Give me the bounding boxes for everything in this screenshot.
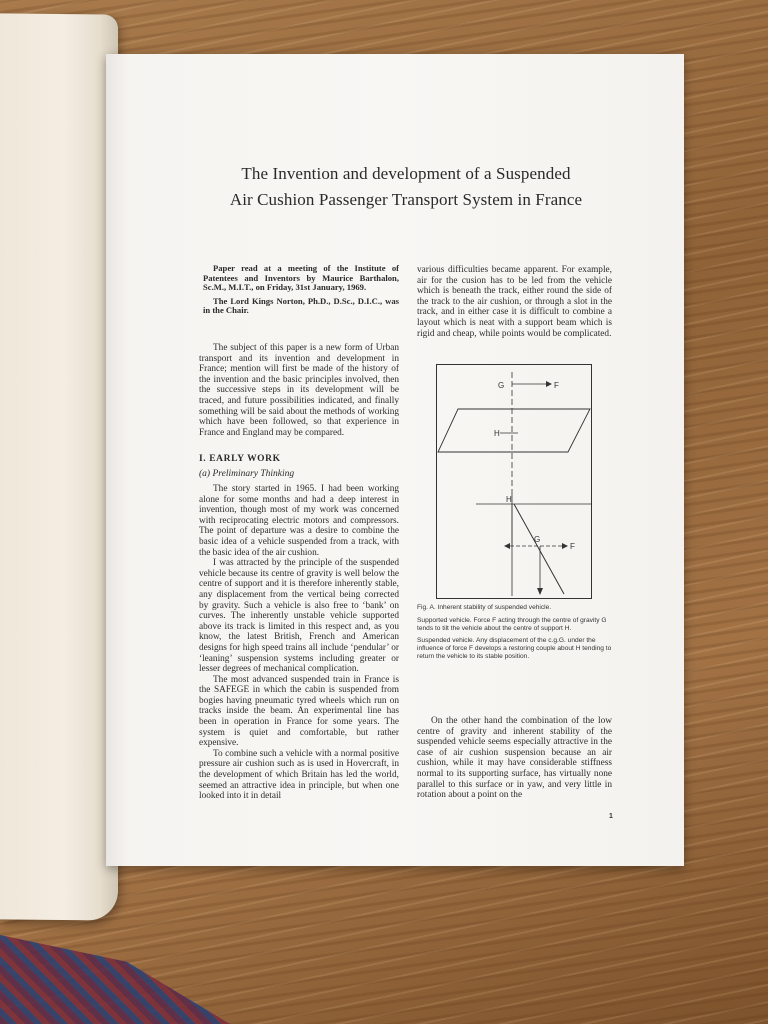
- label-h-top: H: [494, 429, 500, 438]
- label-f-bottom: F: [570, 542, 575, 551]
- figure-frame: [437, 365, 592, 599]
- arrowhead-down: [537, 588, 543, 595]
- caption-suspended: Suspended vehicle. Any displacement of the c.g.G. under the influence of force F develops a restoring couple about H tending to return the vehicle to its stable position.: [417, 637, 612, 660]
- body-paragraph-5: To combine such a vehicle with a normal positive pressure air cushion such as is used in Hovercraft, in the development of which Britain has led the world, seemed an attractive idea in principle, but when one looked into it in detail: [199, 748, 399, 802]
- supported-platform: [438, 409, 590, 452]
- figure-a: [436, 364, 592, 599]
- body-paragraph-4: The most advanced suspended train in France is the SAFEGE in which the cabin is suspended from bogies having pneumatic tyred wheels which run on tracks inside the beam. An experimental line has been in operation in France for some years. The system is quiet and comfortable, but rather expensive.: [199, 674, 399, 749]
- right-column-top: [417, 265, 612, 339]
- section-subheading: (a) Preliminary Thinking: [199, 469, 295, 479]
- body-paragraph-2: The story started in 1965. I had been working alone for some months and had a deep interest in invention, though most of my work was concerned with reciprocating electric motors and compressors. The point of departure was a desire to combine the basic idea of a vehicle suspended from a track, with the basic idea of the air cushion.: [199, 484, 399, 558]
- intro-paragraph-1: Paper read at a meeting of the Institute of Patentees and Inventors by Maurice Barthalon, Sc.M., M.I.T., on Friday, 31st January, 1969.: [203, 263, 399, 293]
- figure-caption: [417, 604, 613, 666]
- left-column-body: [199, 484, 399, 802]
- page-number: 1: [609, 813, 613, 820]
- label-g-top: G: [498, 381, 505, 390]
- suspension-arm: [514, 504, 564, 594]
- body-paragraph-6: various difficulties became apparent. For example, air for the cusion has to be led from the vehicle which is beneath the track, either round the side of the track to the air cushion, or through a slot in the track, and in either case it is difficult to combine a layout which is neat with a support beam which is rigid and cheap, while points would be complicated.: [417, 265, 612, 339]
- intro-block: [203, 264, 399, 320]
- section-heading: I. EARLY WORK: [199, 454, 281, 464]
- intro-paragraph-2: The Lord Kings Norton, Ph.D., D.Sc., D.I.C., was in the Chair.: [203, 295, 399, 316]
- arrowhead-bottom-left: [504, 543, 510, 549]
- rug: [0, 935, 230, 1024]
- arrowhead-bottom-right: [562, 543, 568, 549]
- caption-title: Fig. A. Inherent stability of suspended vehicle.: [417, 604, 552, 611]
- left-column-top: [199, 343, 399, 438]
- title-line-2: Air Cushion Passenger Transport System in France: [229, 190, 583, 209]
- document-page: [106, 54, 684, 866]
- body-paragraph-1: The subject of this paper is a new form of Urban transport and its invention and development in France; mention will first be made of the history of the invention and the basic principles involved, then the successive steps in its development will be traced, and future possibilities indicated, and finally something will be said about the methods of working which have been followed, so that experience in France and England may be compared.: [199, 343, 399, 438]
- right-column-bottom: [417, 716, 612, 801]
- body-paragraph-3: I was attracted by the principle of the suspended vehicle because its centre of gravity is well below the centre of support and it is therefore inherently stable, any displacement from the vertical being corrected by gravity. Such a vehicle is also free to ‘bank’ on curves. The inherently unstable vehicle supported above its track is limited in this respect and, as you know, the latest British, French and American designs for high speed trains all include ‘pendular’ or ‘leaning’ suspension systems including greater or lesser degrees of mechanical complication.: [199, 558, 399, 675]
- label-h-bottom: H: [506, 495, 512, 504]
- label-g-bottom: G: [534, 535, 541, 544]
- title-line-1: The Invention and development of a Suspended: [241, 164, 571, 183]
- facing-page: [0, 13, 118, 920]
- caption-supported: Supported vehicle. Force F acting through the centre of gravity G tends to tilt the vehicle about the centre of support H.: [417, 616, 607, 632]
- stability-diagram: [436, 364, 592, 599]
- arrowhead-top: [546, 381, 552, 387]
- label-f-top: F: [554, 381, 559, 390]
- body-paragraph-7: On the other hand the combination of the low centre of gravity and inherent stability of the suspended vehicle seems especially attractive in the case of air cushion suspension because an air cushion, while it may have considerable stiffness normal to its supporting surface, has virtually none parallel to this surface or in yaw, and very little in rotation about a point on the: [417, 716, 612, 801]
